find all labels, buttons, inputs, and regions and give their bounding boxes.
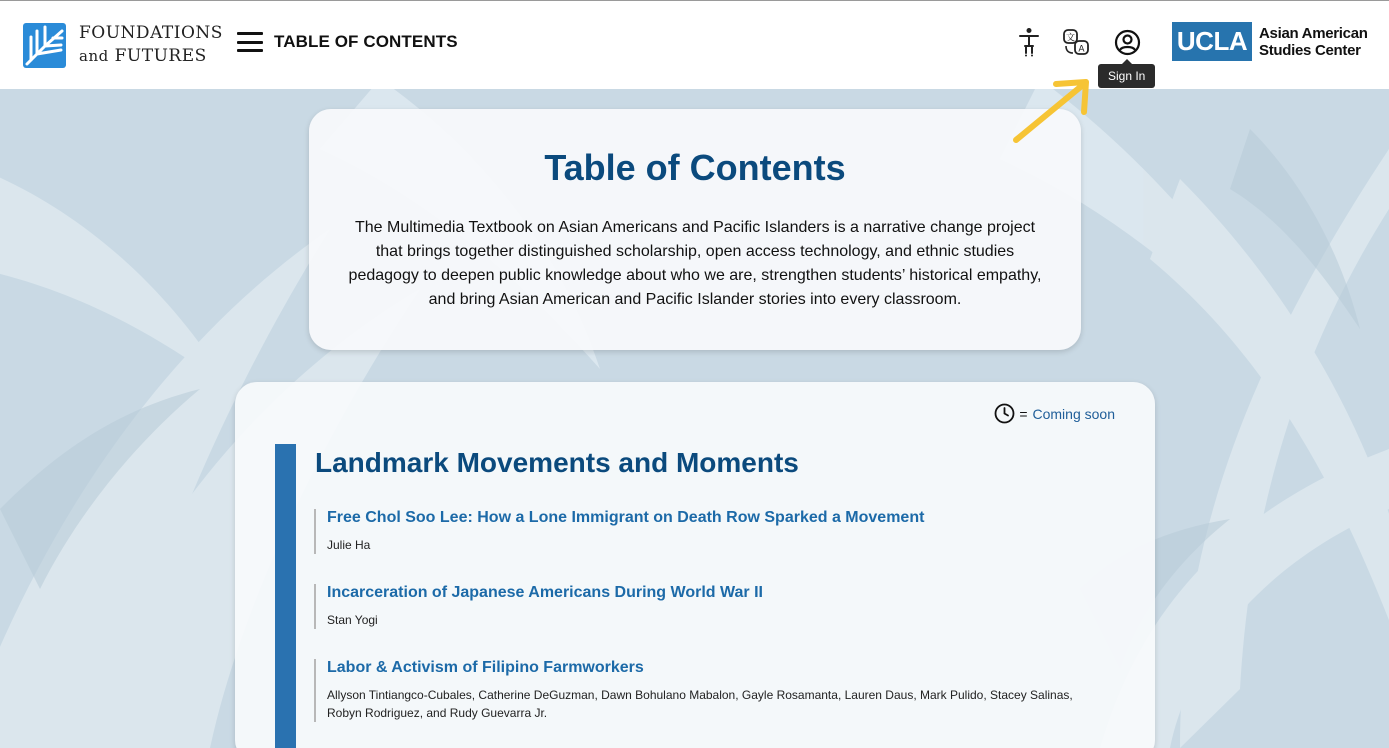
logo-and: and [79, 47, 109, 65]
entry-authors: Julie Ha [327, 538, 371, 552]
logo-line-futures [79, 45, 223, 68]
translate-icon [1062, 28, 1090, 56]
toc-entry [314, 509, 924, 554]
intro-card [309, 109, 1081, 350]
foundations-and-futures-logo[interactable] [23, 22, 223, 68]
leaf-logo-icon [23, 23, 66, 68]
accessibility-button[interactable] [1015, 27, 1043, 57]
section-title: Landmark Movements and Moments [315, 447, 799, 478]
legend-label: Coming soon [1032, 405, 1115, 422]
entry-authors: Allyson Tintiangco-Cubales, Catherine DeGuzman, Dawn Bohulano Mabalon, Gayle Rosamanta, Lauren Daus, Mark Pulido, Stacey Salinas, Robyn Rodriguez, and Rudy Guevarra Jr. [327, 688, 1073, 720]
ucla-aasc-logo[interactable] [1172, 22, 1368, 61]
intro-description: The Multimedia Textbook on Asian Americans and Pacific Islanders is a narrative change project that brings together distinguished scholarship, open access technology, and ethnic studies pedagogy to deepen public knowledge about who we are, strengthen students’ historical empathy, and bring Asian American and Pacific Islander stories into every classroom. [348, 219, 1042, 308]
table-of-contents-menu-button[interactable] [237, 32, 458, 52]
legend-equals: = [1019, 405, 1028, 422]
user-account-icon [1114, 29, 1141, 56]
logo-wordmark [79, 22, 223, 68]
svg-text:文: 文 [1065, 33, 1076, 44]
entry-title-link[interactable]: Incarceration of Japanese Americans During World War II [327, 584, 763, 601]
sign-in-tooltip: Sign In [1098, 64, 1155, 88]
logo-line-foundations: FOUNDATIONS [79, 23, 223, 43]
toc-entry [314, 659, 1084, 722]
hamburger-icon [237, 32, 263, 52]
clock-icon [994, 403, 1015, 424]
coming-soon-legend [994, 403, 1115, 424]
ucla-wordmark: UCLA [1172, 22, 1252, 61]
entry-title-link[interactable]: Free Chol Soo Lee: How a Lone Immigrant on Death Row Sparked a Movement [327, 509, 925, 526]
translate-button[interactable] [1062, 27, 1090, 57]
aasc-line1: Asian American [1259, 24, 1368, 42]
annotation-arrow-icon [1010, 74, 1094, 146]
aasc-name [1259, 25, 1368, 59]
entry-title-link[interactable]: Labor & Activism of Filipino Farmworkers [327, 659, 644, 676]
entry-authors: Stan Yogi [327, 613, 378, 627]
svg-text:A: A [1078, 44, 1085, 55]
page-title: Table of Contents [544, 147, 846, 188]
toc-card [235, 382, 1155, 748]
toc-entry [314, 584, 763, 629]
logo-futures: FUTURES [114, 46, 207, 66]
sign-in-button[interactable] [1113, 27, 1141, 57]
aasc-line2: Studies Center [1259, 41, 1361, 59]
accessibility-icon [1017, 27, 1041, 57]
section-accent-bar [275, 444, 296, 748]
menu-label: TABLE OF CONTENTS [274, 32, 458, 51]
site-header [0, 0, 1389, 89]
